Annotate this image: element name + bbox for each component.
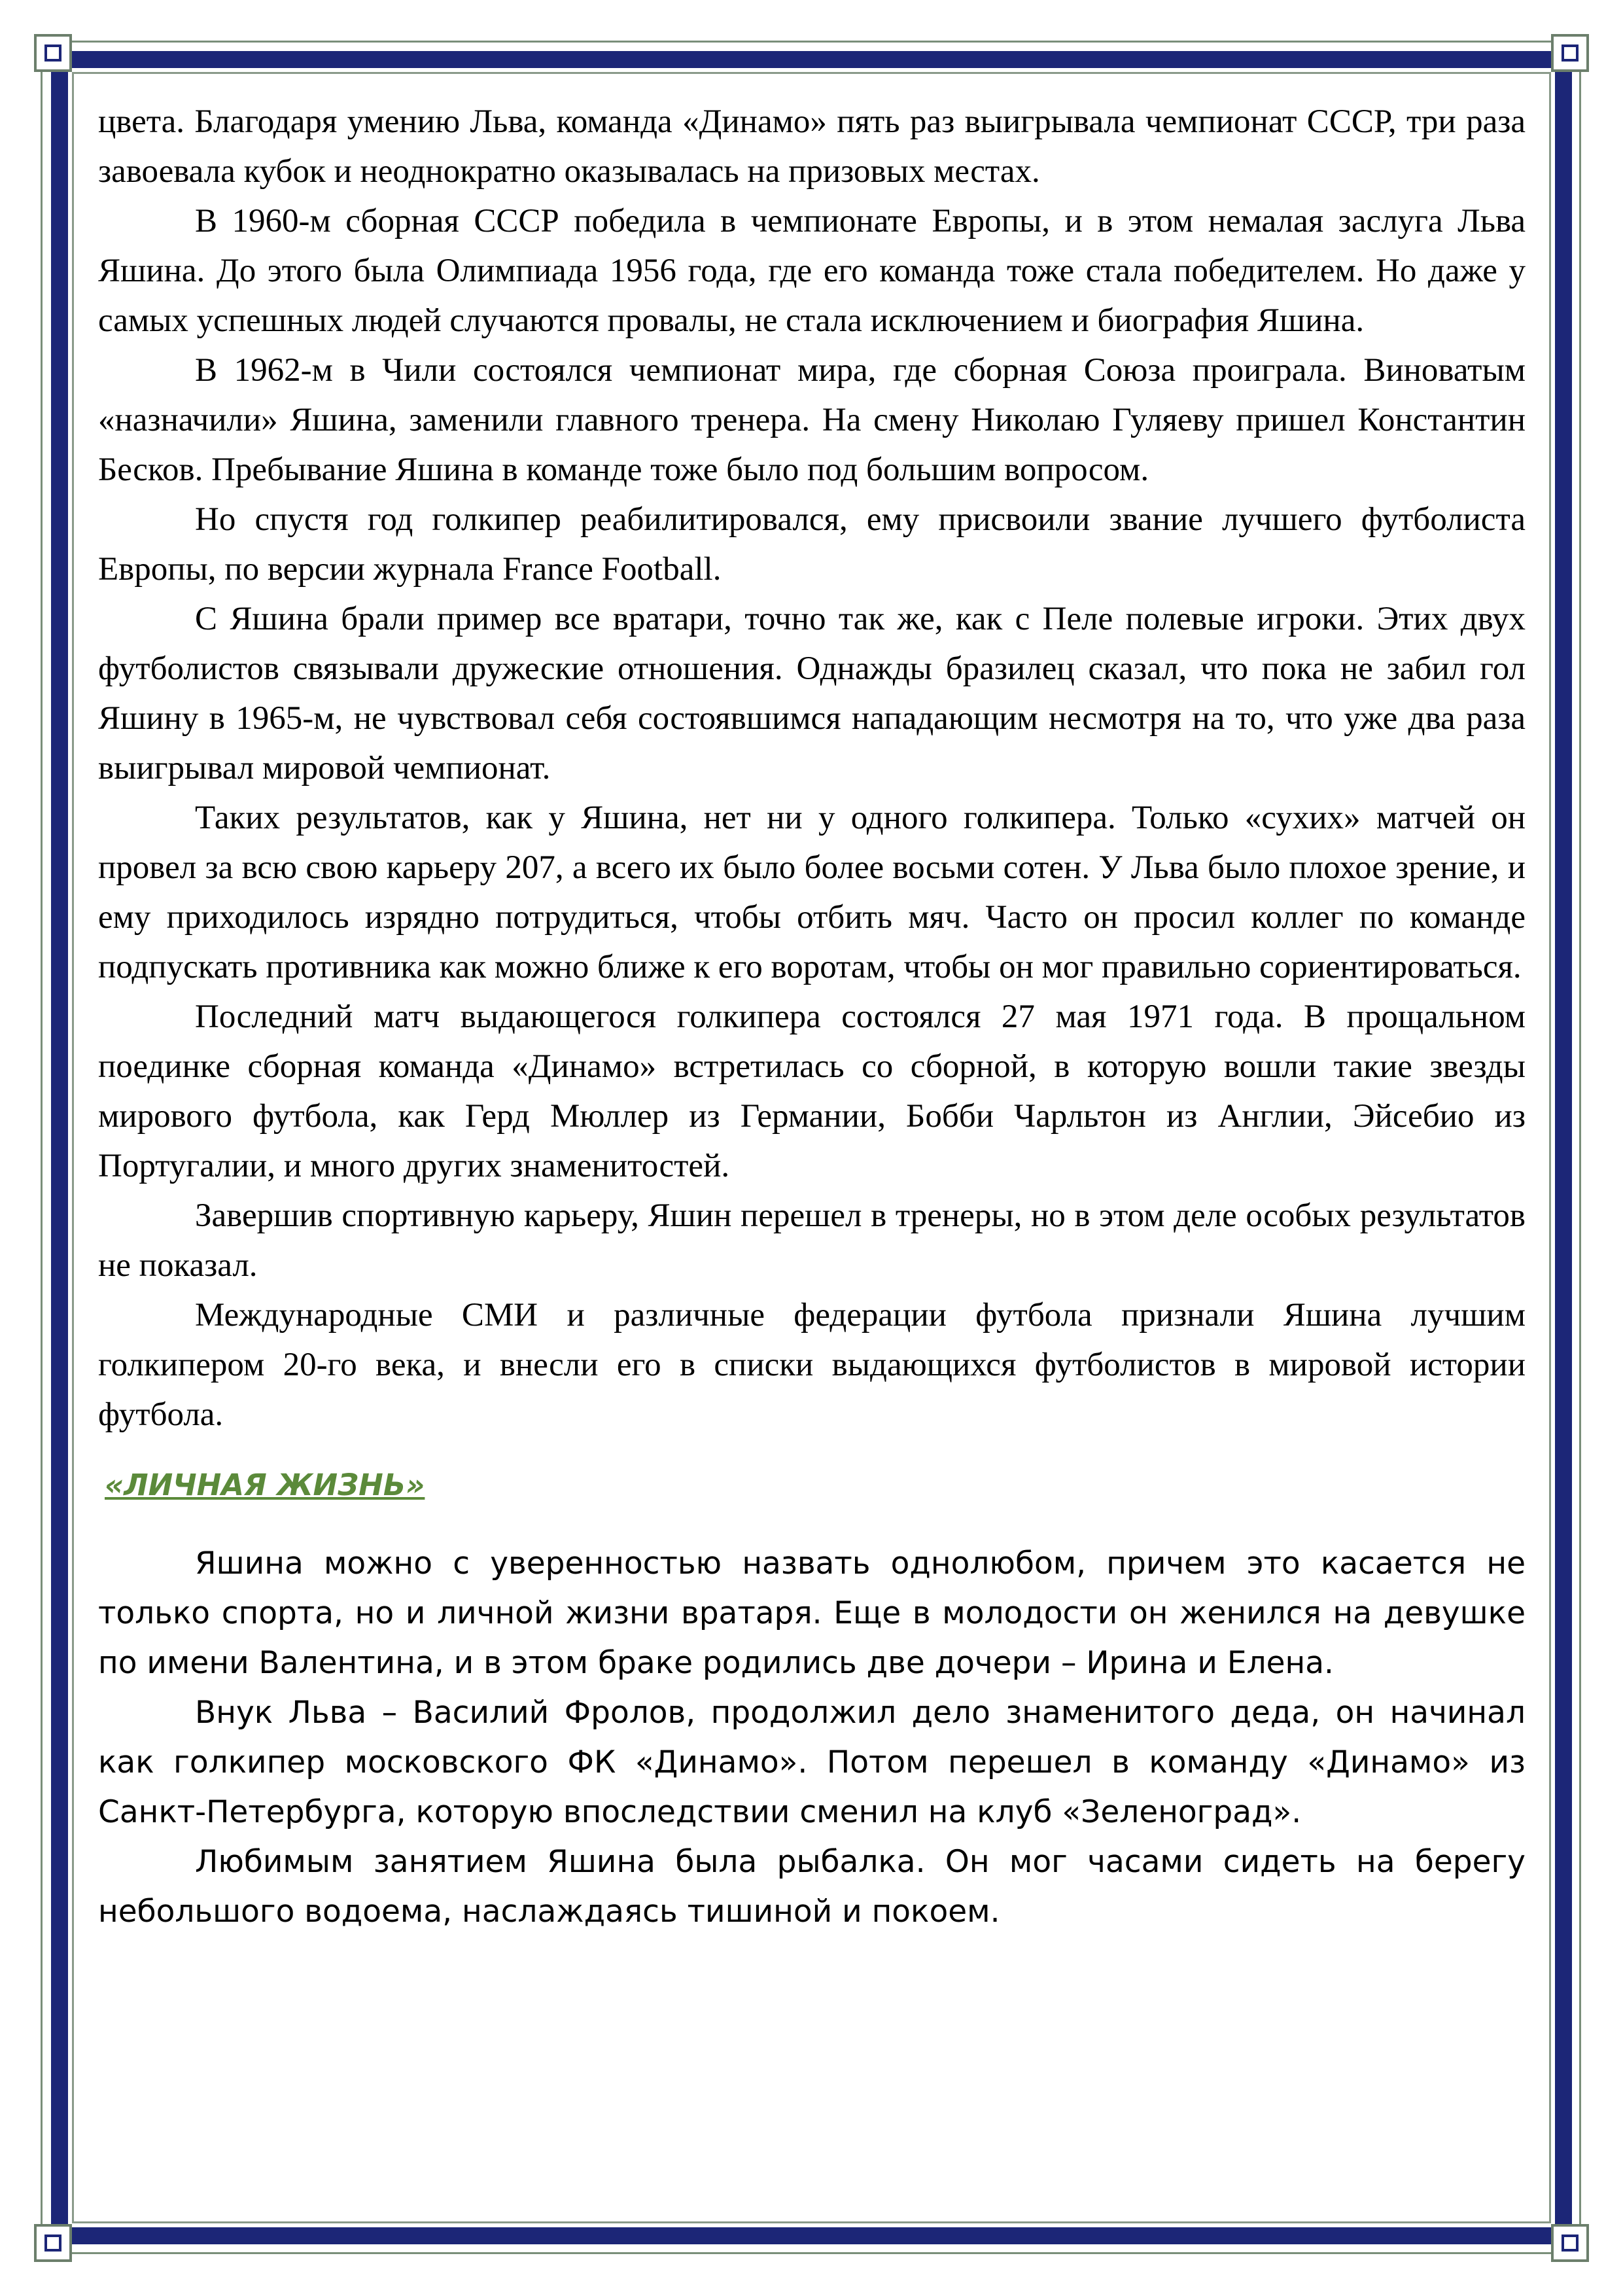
corner-ornament-top-left — [34, 34, 72, 72]
corner-ornament-bottom-right — [1551, 2224, 1589, 2262]
paragraph-grandson: Внук Льва – Василий Фролов, продолжил дело знаменитого деда, он начинал как голкипер московского ФК «Динамо». Потом перешел в команду «Динамо» из Санкт-Петербурга, которую впоследствии сменил на клуб «Зеленоград». — [98, 1695, 1526, 1830]
paragraph-recognition: Международные СМИ и различные федерации футбола признали Яшина лучшим голкипером 20-го века, и внесли его в списки выдающихся футболистов в мировой истории футбола. — [98, 1297, 1526, 1433]
paragraph-family: Яшина можно с уверенностью назвать однолюбом, причем это касается не только спорта, но и личной жизни вратаря. Еще в молодости он женился на девушке по имени Валентина, и в этом браке родились две дочери – Ирина и Елена. — [98, 1545, 1526, 1681]
paragraph-1960-euro: В 1960-м сборная СССР победила в чемпионате Европы, и в этом немалая заслуга Льва Яшина. До этого была Олимпиада 1956 года, где его команда тоже стала победителем. Но даже у самых успешных людей случаются провалы, не стала исключением и биография Яшина. — [98, 203, 1526, 339]
paragraph-hobby: Любимым занятием Яшина была рыбалка. Он мог часами сидеть на берегу небольшого водоема, наслаждаясь тишиной и покоем. — [98, 1844, 1526, 1930]
paragraph-continuation: цвета. Благодаря умению Льва, команда «Динамо» пять раз выигрывала чемпионат СССР, три раза завоевала кубок и неоднократно оказывалась на призовых местах. — [98, 103, 1526, 190]
paragraph-1962-chile: В 1962-м в Чили состоялся чемпионат мира, где сборная Союза проиграла. Виноватым «назначили» Яшина, заменили главного тренера. На смену Николаю Гуляеву пришел Константин Бесков. Пребывание Яшина в команде тоже было под большим вопросом. — [98, 352, 1526, 488]
paragraph-pele: С Яшина брали пример все вратари, точно так же, как с Пеле полевые игроки. Этих двух футболистов связывали дружеские отношения. Однажды бразилец сказал, что пока не забил гол Яшину в 1965-м, не чувствовал себя состоявшимся нападающим несмотря на то, что уже два раза выигрывал мировой чемпионат. — [98, 601, 1526, 786]
paragraph-france-football: Но спустя год голкипер реабилитировался, ему присвоили звание лучшего футболиста Европы, по версии журнала France Football. — [98, 501, 1526, 588]
document-body — [98, 97, 1526, 1937]
corner-ornament-top-right — [1551, 34, 1589, 72]
paragraph-coaching: Завершив спортивную карьеру, Яшин перешел в тренеры, но в этом деле особых результатов не показал. — [98, 1197, 1526, 1284]
paragraph-records: Таких результатов, как у Яшина, нет ни у одного голкипера. Только «сухих» матчей он провел за всю свою карьеру 207, а всего их было более восьми сотен. У Льва было плохое зрение, и ему приходилось изрядно потрудиться, чтобы отбить мяч. Часто он просил коллег по команде подпускать противника как можно ближе к его воротам, чтобы он мог правильно сориентироваться. — [98, 800, 1526, 985]
corner-ornament-bottom-left — [34, 2224, 72, 2262]
paragraph-last-match: Последний матч выдающегося голкипера состоялся 27 мая 1971 года. В прощальном поединке сборная команда «Динамо» встретилась со сборной, в которую вошли такие звезды мирового футбола, как Герд Мюллер из Германии, Бобби Чарльтон из Англии, Эйсебио из Португалии, и много других знаменитостей. — [98, 998, 1526, 1184]
section-heading-personal-life: «ЛИЧНАЯ ЖИЗНЬ» — [105, 1468, 425, 1502]
